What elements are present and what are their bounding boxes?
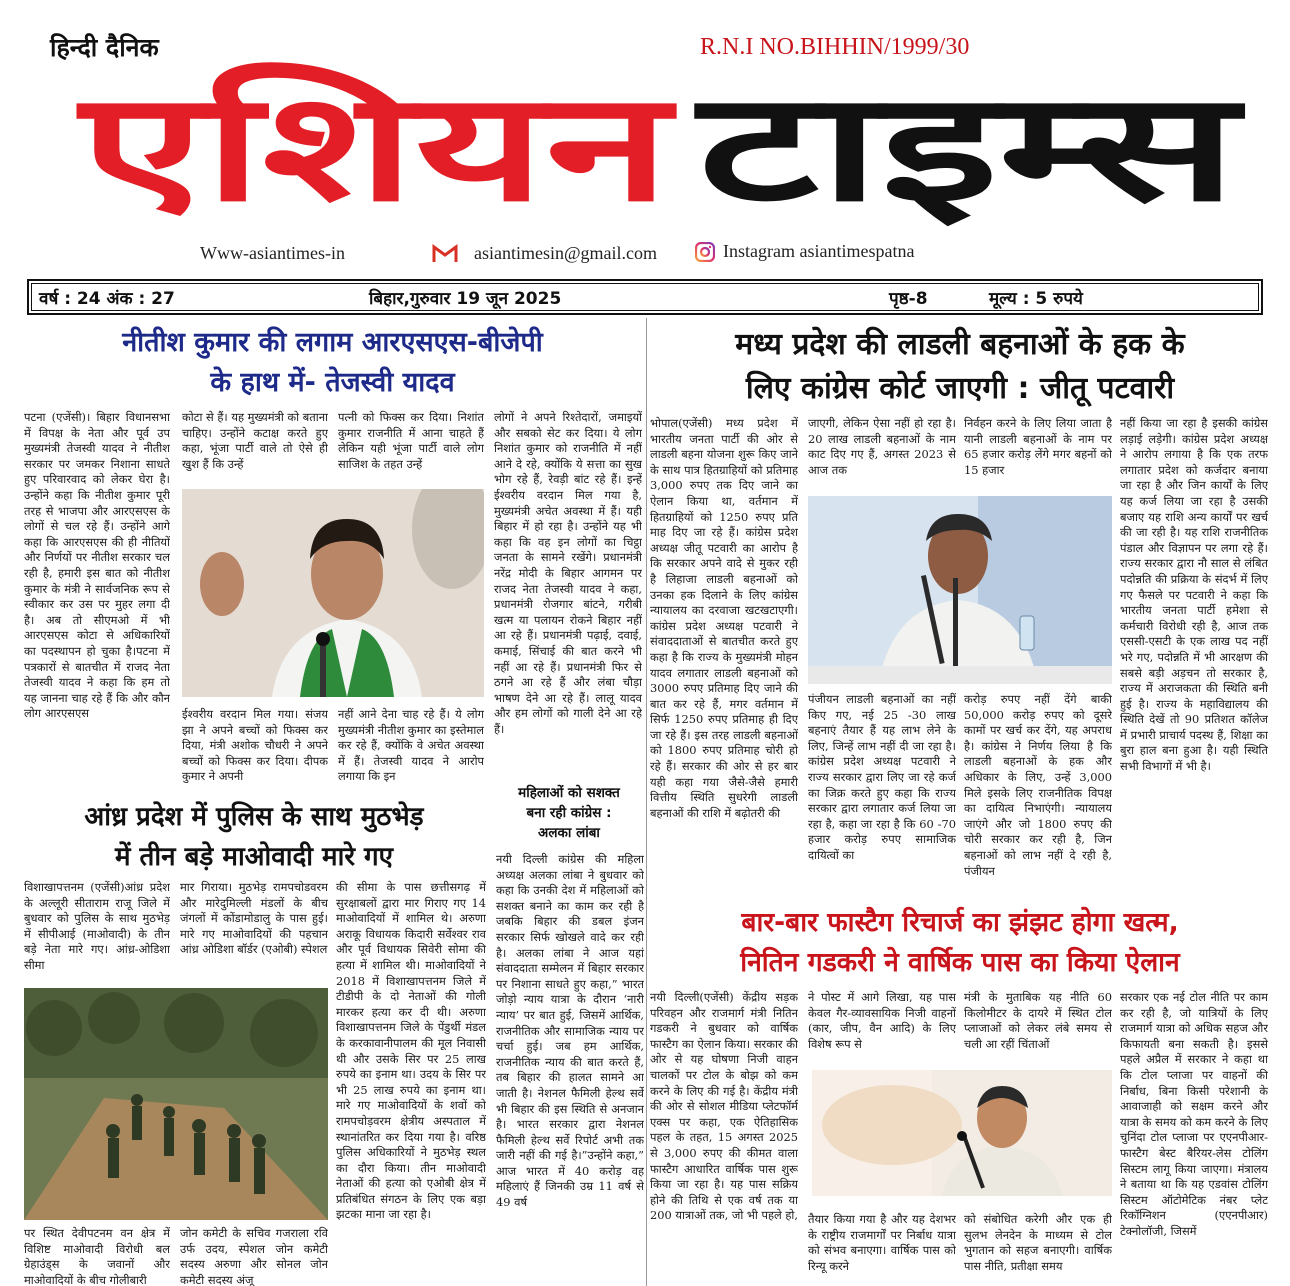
gadkari-photo: [812, 1070, 1112, 1196]
article-andhra-col2-top: मार गिराया। मुठभेड़ रामपचोडवरम और मारेदुमिल्ली मंडलों के बीच जंगलों में कोंडामोडालु के पास हुई। मारे गए माओवादियों की पहचान आंध्र ओडिशा बॉर्डर (एओबी) स्पेशल: [180, 880, 328, 957]
headline-line: नीतीश कुमार की लगाम आरएसएस-बीजेपी: [122, 327, 543, 358]
email-text: asiantimesin@gmail.com: [474, 243, 658, 263]
article-andhra-col1-top: विशाखापत्तनम (एजेंसी)आंध्र प्रदेश के अल्लूरी सीताराम राजू जिले में बुधवार को पुलिस के साथ मुठभेड़ में सीपीआई (माओवादी) के तीन बड़े नेता मारे गए। आंध्र-ओडिशा सीमा: [24, 880, 170, 972]
article-mp-col3-bottom: करोड़ रुपए नहीं देंगे बाकी 50,000 करोड़ रुपए को दूसरे कामों पर खर्च कर देंगे, यह अपराध है। कांग्रेस ने निर्णय लिया है कि लाडली बहनाओं के हक और अधिकार के लिए, उन्हें 3,000 मिले इसके लिए राजनीतिक विपक्ष का दायित्व निभाएंगी। न्यायालय जाएंगे और जो 1800 रुपए की चोरी सरकार कर रही है, जिन बहनाओं को लाभ नहीं दे रही है, पंजीयन: [964, 692, 1112, 878]
masthead-title-part2: टाइम्स: [693, 61, 1246, 234]
article-mp-headline: [650, 323, 1270, 411]
gmail-icon: [432, 244, 458, 264]
instagram-contact[interactable]: [695, 241, 914, 262]
article-mp-col1: भोपाल(एजेंसी) मध्य प्रदेश में भारतीय जनता पार्टी की ओर से लाडली बहना योजना शुरू किए जाने के साथ पात्र हितग्राहियों को प्रतिमाह 3,000 रुपए तक दिए जाने का ऐलान किया था, वर्तमान में हितग्राहियों को 1250 रुपए प्रति माह दिए जा रहे हैं। कांग्रेस प्रदेश अध्यक्ष जीतू पटवारी का आरोप है कि सरकार अपने वादे से मुकर रही है लिहाजा लाडली बहनाओं को उनका हक दिलाने के लिए कांग्रेस न्यायालय का दरवाजा खटखटाएगी। कांग्रेस प्रदेश अध्यक्ष पटवारी ने संवाददाताओं से बातचीत करते हुए कहा है कि राज्य के मुख्यमंत्री मोहन यादव लगातार लाडली बहनाओं को 3000 रुपए प्रतिमाह दिए जाने की बात कर रहे हैं, मगर वर्तमान में सिर्फ 1250 रुपए प्रतिमाह ही दिए जा रहे हैं। इस तरह लाडली बहनाओं को 1800 रुपए प्रतिमाह चोरी हो रहे हैं। सरकार की ओर से हर बार यही कहा गया जैसे-जैसे हमारी वित्तीय स्थिति सुधरेगी लाडली बहनाओं की राशि में बढ़ोतरी की: [650, 416, 798, 820]
article-fastag-col3-top: मंत्री के मुताबिक यह नीति 60 किलोमीटर के दायरे में स्थित टोल प्लाजाओं को लेकर लंबे समय से चली आ रहीं चिंताओं: [964, 990, 1112, 1051]
headline-line: महिलाओं को सशक्त: [518, 785, 620, 801]
article-nitish-headline: [20, 323, 645, 403]
masthead-title-svg: [70, 44, 1250, 234]
price: मूल्य : 5 रुपये: [989, 289, 1083, 309]
article-fastag-col4: सरकार एक नई टोल नीति पर काम कर रही है, जो यात्रियों के लिए राजमार्ग यात्रा को अधिक सहज और किफायती बना सकती है। इससे पहले अप्रैल में सरकार ने कहा था कि टोल प्लाजा पर वाहनों की निर्बाध, बिना किसी परेशानी के आवाजाही को सक्षम करने और यात्रा के समय को कम करने के लिए चुनिंदा टोल प्लाजा पर एएनपीआर-फास्टैग बेस्ट बैरियर-लेस टोलिंग सिस्टम लागू किया जाएगा। मंत्रालय ने बताया था कि यह एडवांस टोलिंग सिस्टम ऑटोमेटिक नंबर प्लेट रिकॉग्निशन (एएनपीआर) टेक्नोलॉजी, जिसमें: [1120, 990, 1268, 1238]
article-fastag-col2-bottom: तैयार किया गया है और यह देशभर के राष्ट्रीय राजमार्गों पर निर्बाध यात्रा को संभव बनाएगा। वार्षिक पास को रिन्यू करने: [808, 1212, 956, 1273]
headline-line: में तीन बड़े माओवादी मारे गए: [114, 842, 394, 872]
article-nitish-col3-top: पत्नी को फिक्स कर दिया। निशांत कुमार राजनीति में आना चाहते हैं लेकिन यही भूंजा पार्टी वाले लोग साजिश के तहत उन्हें: [338, 410, 484, 471]
dateline-bar: [27, 279, 1263, 315]
tejashwi-photo: [182, 489, 484, 697]
andhra-police-photo: [24, 988, 328, 1220]
headline-line: नितिन गडकरी ने वार्षिक पास का किया ऐलान: [740, 947, 1180, 978]
article-mp-col2-top: जाएगी, लेकिन ऐसा नहीं हो रहा है। 20 लाख लाडली बहनाओं के नाम काट दिए गए हैं, अगस्त 2023 से आज तक: [808, 416, 956, 477]
headline-line: आंध्र प्रदेश में पुलिस के साथ मुठभेड़: [84, 802, 424, 832]
instagram-text: Instagram asiantimespatna: [723, 241, 915, 261]
article-mp-col4: नहीं किया जा रहा है इसकी कांग्रेस लड़ाई लड़ेगी। कांग्रेस प्रदेश अध्यक्ष ने आरोप लगाया है कि एक तरफ लगातार प्रदेश को कर्जदार बनाया जा रहा है और जिन कार्यों के लिए यह कर्ज लिया जा रहा है उसकी बजाए यह राशि अन्य कार्यों पर खर्च की जा रही है। यह राशि राजनीतिक पंडाल और विज्ञापन पर लगा रहे हैं। राज्य सरकार द्वारा नौ साल से लंबित पदोन्नति की प्रक्रिया के संदर्भ में लिए गए फैसले पर पटवारी ने कहा कि भारतीय जनता पार्टी हमेशा से कर्मचारी विरोधी रही है, आज तक एससी-एसटी के एक लाख पद नहीं भरे गए, पदोन्नति में भी आरक्षण की सबसे बड़ी अड़चन तो सरकार है, राज्य में अराजकता की स्थिति बनी हुई है। राज्य के महाविद्यालय की स्थिति देखें तो 90 प्रतिशत कॉलेज में प्रभारी प्राचार्य पदस्थ हैं, शिक्षा का बुरा हाल बना हुआ है। यही स्थिति सभी विभागों में भी है।: [1120, 416, 1268, 774]
masthead-tagline: हिन्दी दैनिक: [50, 33, 159, 62]
rni-number: R.N.I NO.BIHHIN/1999/30: [700, 34, 970, 60]
headline-line: अलका लांबा: [538, 825, 600, 841]
divider: [646, 318, 647, 1286]
email-contact[interactable]: [432, 243, 657, 264]
volume-issue: वर्ष : 24 अंक : 27: [39, 289, 175, 309]
article-andhra-col1-bottom: पर स्थित देवीपटनम वन क्षेत्र में विशिष्ट माओवादी विरोधी बल ग्रेहाउंड्स के जवानों और माओवादियों के बीच गोलीबारी: [24, 1226, 170, 1286]
article-alka-body: नयी दिल्ली कांग्रेस की महिला अध्यक्ष अलका लांबा ने बुधवार को कहा कि उनकी देश में महिलाओं को सशक्त बनाने का काम कर रही है जबकि बिहार की डबल इंजन सरकार सिर्फ खोखले वादे कर रही है। अलका लांबा ने आज यहां संवाददाता सम्मेलन में बिहार सरकार पर निशाना साधते हुए कहा,” भारत जोड़ो न्याय यात्रा के दौरान ‘नारी न्याय’ पर बात हुई, जिसमें आर्थिक, राजनीतिक और सामाजिक न्याय पर चर्चा हुई। जब हम आर्थिक, राजनीतिक न्याय की बात करते हैं, तब बिहार की हालत सामने आ जाती है। नेशनल फैमिली हेल्थ सर्वे भी बिहार की इस स्थिति से अनजान है। भारत सरकार द्वारा नेशनल फैमिली हेल्थ सर्वे रिपोर्ट अभी तक जारी नहीं की गई है।”उन्होंने कहा,” आज भारत में 40 करोड़ वह महिलाएं हैं जिनकी उम्र 11 वर्ष से 49 वर्ष: [496, 852, 644, 1210]
article-nitish-col2-bottom: ईश्वरीय वरदान मिल गया। संजय झा ने अपने बच्चों को फिक्स कर दिया, मंत्री अशोक चौधरी ने अपने बच्चों को फिक्स कर दिया। दीपक कुमार ने अपनी: [182, 707, 328, 784]
patwari-photo: [808, 496, 1112, 684]
article-andhra-col3: की सीमा के पास छत्तीसगढ़ में सुरक्षाबलों द्वारा मार गिराए गए 14 माओवादियों में शामिल थे। अरुणा अराकू विधायक किदारी सर्वेश्वर राव और पूर्व विधायक सिवेरी सोमा की हत्या में शामिल थी। माओवादियों ने 2018 में विशाखापत्तनम जिले में टीडीपी के दो नेताओं की गोली मारकर हत्या कर दी थी। अरुणा विशाखापत्तनम जिले के पेंडुर्थी मंडल के करकावानीपालम की मूल निवासी थी और उसके सिर पर 25 लाख रुपये का इनाम था। उदय के सिर पर भी 25 लाख रुपये का इनाम था। मारे गए माओवादियों के शवों को रामपचोड़वरम क्षेत्रीय अस्पताल में स्थानांतरित कर दिया गया है। वरिष्ठ पुलिस अधिकारियों ने मुठभेड़ स्थल का दौरा किया। तीन माओवादी नेताओं की हत्या को एओबी क्षेत्र में प्रतिबंधित संगठन के लिए एक बड़ा झटका माना जा रहा है।: [336, 880, 486, 1222]
headline-line: बार-बार फास्टैग रिचार्ज का झंझट होगा खत्म,: [741, 907, 1179, 938]
masthead-title-part1: एशियन: [75, 61, 678, 234]
article-alka-headline: [494, 783, 644, 843]
headline-line: मध्य प्रदेश की लाडली बहनाओं के हक के: [735, 327, 1185, 362]
article-fastag-headline: [650, 903, 1270, 983]
article-mp-col2-bottom: पंजीयन लाडली बहनाओं का नहीं किए गए, नई 25 -30 लाख बहनाएं तैयार हैं यह लाभ लेने के लिए, जिन्हें लाभ नहीं दी जा रहा है। कांग्रेस प्रदेश अध्यक्ष पटवारी ने राज्य सरकार द्वारा लिए जा रहे कर्ज का जिक्र करते हुए कहा कि राज्य सरकार द्वारा लगातार कर्ज लिया जा रहा है, कहा जा रहा है कि 60 -70 हजार करोड़ रुपए सामाजिक दायित्वों का: [808, 692, 956, 862]
article-nitish-col4: लोगों ने अपने रिश्तेदारों, जमाइयों और सबको सेट कर दिया। ये लोग निशांत कुमार को राजनीति में नहीं आने दे रहे, क्योंकि ये सत्ता का सुख भोग रहे हैं, रेवड़ी बांट रहे हैं। इन्हें ईश्वरीय वरदान मिल गया है, मुख्यमंत्री अचेत अवस्था में हैं। यही बिहार में हो रहा है। उन्होंने यह भी कहा कि वह इन लोगों का चिट्ठा जनता के सामने रखेंगे। प्रधानमंत्री नरेंद्र मोदी के बिहार आगमन पर राजद नेता तेजस्वी यादव ने कहा, प्रधानमंत्री रोजगार बांटने, गरीबी खत्म या पलायन रोकने बिहार नहीं आ रहे हैं। प्रधानमंत्री पढ़ाई, दवाई, कमाई, सिंचाई की बात करने भी नहीं आ रहे हैं। प्रधानमंत्री फिर से ठगने आ रहे हैं और लंबा चौड़ा भाषण देने आ रहे हैं। लालू यादव और हम लोगों को गाली देने आ रहे हैं।: [494, 410, 642, 736]
masthead: [0, 0, 1290, 278]
page-count: पृष्ठ-8: [889, 289, 928, 309]
article-andhra-col2-bottom: जोन कमेटी के सचिव गजराला रवि उर्फ उदय, स्पेशल जोन कमेटी सदस्य अरुणा और सोनल जोन कमेटी सदस्य अंजू: [180, 1226, 328, 1286]
headline-line: लिए कांग्रेस कोर्ट जाएगी : जीतू पटवारी: [745, 371, 1175, 406]
article-fastag-col1: नयी दिल्ली(एजेंसी) केंद्रीय सड़क परिवहन और राजमार्ग मंत्री नितिन गडकरी ने बुधवार को वार्षिक फास्टैग का ऐलान किया। सरकार की ओर से यह घोषणा निजी वाहन चालकों पर टोल के बोझ को कम करने के लिए की गई है। केंद्रीय मंत्री की ओर से सोशल मीडिया प्लेटफॉर्म एक्स पर कहा, एक ऐतिहासिक पहल के तहत, 15 अगस्त 2025 से 3,000 रुपए की कीमत वाला फास्टैग आधारित वार्षिक पास शुरू किया जा रहा है। यह पास सक्रिय होने की तिथि से एक वर्ष तक या 200 यात्राओं तक, जो भी पहले हो,: [650, 990, 798, 1223]
article-nitish-col2-top: कोटा से हैं। यह मुख्यमंत्री को बताना चाहिए। उन्होंने कटाक्ष करते हुए कहा, भूंजा पार्टी वाले तो ऐसे ही खुश हैं कि उन्हें: [182, 410, 328, 471]
article-nitish-col3-bottom: नहीं आने देना चाह रहे हैं। ये लोग मुख्यमंत्री नीतीश कुमार का इस्तेमाल कर रहे हैं, क्योंकि वे अचेत अवस्था में हैं। तेजस्वी यादव ने आरोप लगाया कि इन: [338, 707, 484, 784]
headline-line: के हाथ में- तेजस्वी यादव: [210, 367, 455, 398]
website-link[interactable]: Www-asiantimes-in: [200, 243, 345, 263]
article-andhra-headline: [20, 797, 488, 877]
headline-line: बना रही कांग्रेस :: [526, 805, 612, 821]
article-fastag-col3-bottom: को संबोधित करेगी और एक ही सुलभ लेनदेन के माध्यम से टोल भुगतान को सहज बनाएगी। वार्षिक पास नीति, प्रतीक्षा समय: [964, 1212, 1112, 1273]
article-fastag-col2-top: ने पोस्ट में आगे लिखा, यह पास केवल गैर-व्यावसायिक निजी वाहनों (कार, जीप, वैन आदि) के लिए विशेष रूप से: [808, 990, 956, 1051]
date-text: बिहार,गुरुवार 19 जून 2025: [369, 289, 562, 309]
masthead-title: [70, 44, 1250, 234]
article-mp-col3-top: निर्वहन करने के लिए लिया जाता है यानी लाडली बहनाओं के नाम पर 65 हजार करोड़ लेंगे मगर बहनों को 15 हजार: [964, 416, 1112, 477]
instagram-icon: [695, 242, 715, 262]
article-nitish-col1: पटना (एजेंसी)। बिहार विधानसभा में विपक्ष के नेता और पूर्व उप मुख्यमंत्री तेजस्वी यादव ने नीतीश सरकार पर जमकर निशाना साधते हुए परिवारवाद को लेकर घेरा है। उन्होंने कहा कि नीतीश कुमार पूरी तरह से भाजपा और आरएसएस के लोगों से चल रहे हैं। उन्होंने आगे कहा कि आरएसएस की ही नीतियों और निर्णयों पर नीतीश सरकार चल रही है, हमारी इस बात को नीतीश कुमार के मंत्री ने सार्वजनिक रूप से स्वीकार कर उस पर मुहर लगा दी है। अब तो सीएमओ में भी आरएसएस कोटा से अधिकारियों का पदस्थापन हो चुका है।पटना में पत्रकारों से बातचीत में राजद नेता तेजस्वी यादव ने कहा कि हम तो यह जानना चाह रहे हैं कि और कौन लोग आरएसएस: [24, 410, 170, 721]
